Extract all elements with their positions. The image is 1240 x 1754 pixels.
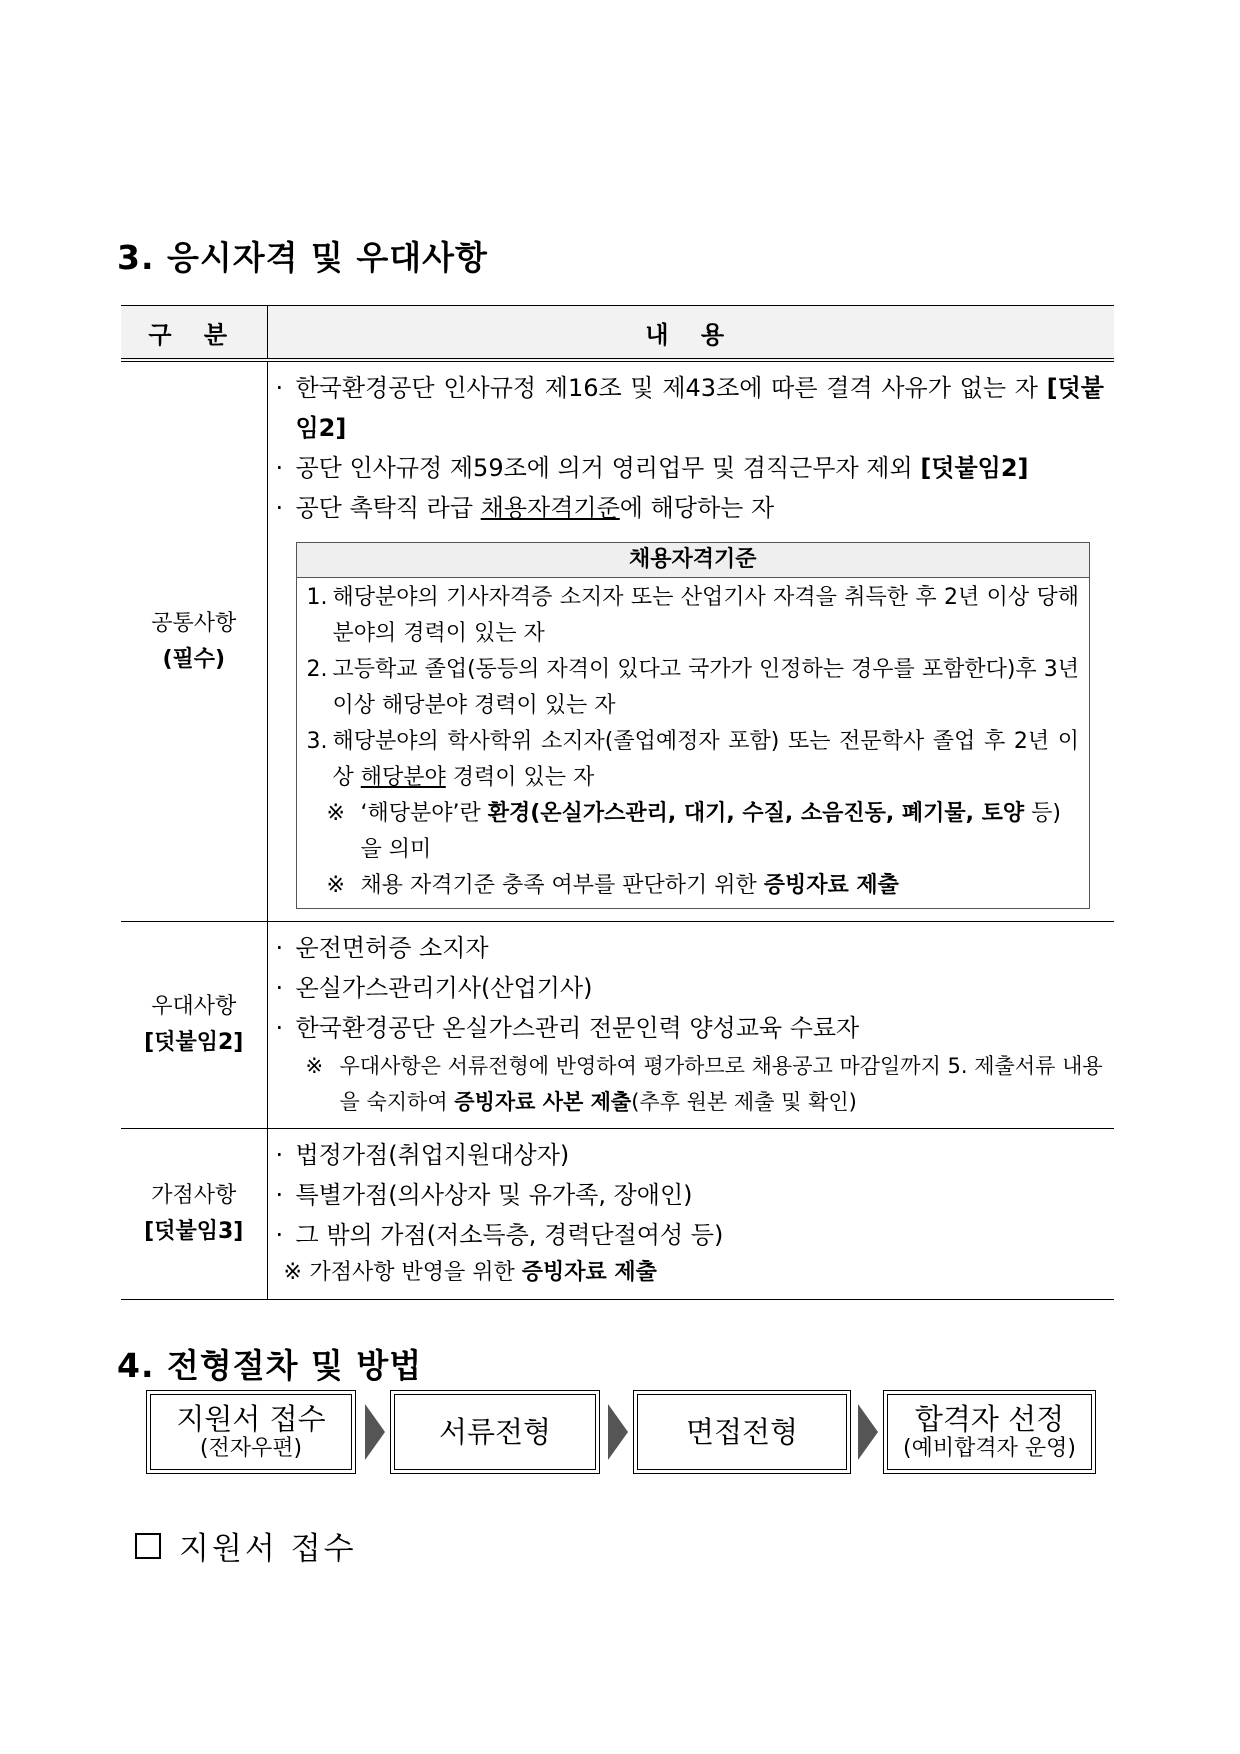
category-cell xyxy=(121,1129,267,1300)
list-item xyxy=(276,368,1105,448)
table-row-preference xyxy=(121,922,1114,1129)
item-text: 공단 인사규정 제59조에 의거 영리업무 및 겸직근무자 제외 xyxy=(295,454,921,482)
list-item xyxy=(276,1175,1105,1215)
bullet-dot: · xyxy=(275,1221,284,1249)
subheading-application xyxy=(135,1523,357,1568)
subheading-text: 지원서 접수 xyxy=(179,1531,357,1567)
step-document-screening xyxy=(390,1390,600,1474)
step-application xyxy=(146,1390,356,1474)
list-item xyxy=(276,1215,1105,1255)
bullet-dot: · xyxy=(275,374,284,402)
item-text: 한국환경공단 인사규정 제16조 및 제43조에 따른 결격 사유가 없는 자 xyxy=(295,374,1047,402)
note-text: 가점사항 반영을 위한 xyxy=(309,1260,522,1285)
bullet-dot: · xyxy=(275,454,284,482)
content-cell xyxy=(267,360,1114,922)
bullet-dot: · xyxy=(275,494,284,522)
process-flow xyxy=(146,1390,1096,1478)
chevron-right-icon xyxy=(608,1404,628,1460)
step-label: 면접전형 xyxy=(685,1415,799,1449)
criteria-title: 채용자격기준 xyxy=(297,543,1090,578)
criteria-text: 경력이 있는 자 xyxy=(445,765,595,790)
bullet-dot: · xyxy=(275,1141,284,1169)
header-category: 구 분 xyxy=(121,306,267,361)
item-text: 특별가점(의사상자 및 유가족, 장애인) xyxy=(295,1181,693,1209)
chevron-right-icon xyxy=(858,1404,878,1460)
category-label: 우대사항 xyxy=(151,994,237,1019)
note-text: 우대사항은 서류전형에 반영하여 평가하므로 채용공고 마감일까지 5. 제출서류 내용을 숙지하여 xyxy=(339,1054,1103,1114)
list-item xyxy=(276,968,1105,1008)
step-final-selection xyxy=(883,1390,1096,1474)
step-label: 지원서 접수 xyxy=(176,1402,326,1436)
qualification-table xyxy=(121,305,1114,1300)
note-mark: ※ xyxy=(326,801,345,826)
bullet-dot: · xyxy=(275,1014,284,1042)
section-3-title: 3. 응시자격 및 우대사항 xyxy=(117,238,488,277)
list-item xyxy=(276,928,1105,968)
criteria-item xyxy=(307,652,1080,724)
note-mark: ※ xyxy=(283,1260,302,1285)
criteria-number: 1. xyxy=(306,585,328,610)
criteria-item xyxy=(307,580,1080,652)
category-sub-label: (필수) xyxy=(162,646,226,672)
criteria-text: 해당분야의 학사학위 소지자(졸업예정자 포함) 또는 전문학사 졸업 후 2년 이상 xyxy=(332,729,1079,790)
step-label: 서류전형 xyxy=(438,1415,552,1449)
note-bold-text: 환경(온실가스관리, 대기, 수질, 소음진동, 폐기물, 토양 xyxy=(487,801,1025,826)
note-mark: ※ xyxy=(305,1054,324,1078)
item-text: 공단 촉탁직 라급 xyxy=(295,494,481,522)
list-item xyxy=(276,488,1105,528)
list-item xyxy=(276,448,1105,488)
note-mark: ※ xyxy=(326,873,345,898)
note-text: 채용 자격기준 충족 여부를 판단하기 위한 xyxy=(360,873,764,898)
step-sublabel: (예비합격자 운영) xyxy=(903,1436,1076,1461)
criteria-item xyxy=(307,724,1080,796)
underlined-term: 채용자격기준 xyxy=(480,494,620,522)
category-cell xyxy=(121,360,267,922)
list-item xyxy=(276,1008,1105,1048)
checkbox-square-icon xyxy=(135,1533,161,1559)
category-label: 공통사항 xyxy=(151,610,237,636)
item-text: 한국환경공단 온실가스관리 전문인력 양성교육 수료자 xyxy=(295,1014,860,1042)
criteria-box xyxy=(296,542,1091,909)
criteria-note xyxy=(307,868,1080,904)
note-bold-text: 증빙자료 제출 xyxy=(521,1260,657,1285)
item-text: 운전면허증 소지자 xyxy=(295,934,489,962)
item-text: 법정가점(취업지원대상자) xyxy=(295,1141,570,1169)
chevron-right-icon xyxy=(365,1404,385,1460)
preference-note xyxy=(276,1048,1105,1120)
criteria-number: 2. xyxy=(306,657,328,682)
criteria-number: 3. xyxy=(306,729,328,754)
content-cell xyxy=(267,922,1114,1129)
table-row-common xyxy=(121,360,1114,922)
criteria-note xyxy=(307,796,1080,868)
note-text: (추후 원본 제출 및 확인) xyxy=(631,1090,857,1114)
list-item xyxy=(276,1135,1105,1175)
category-sub-label: [덧붙임2] xyxy=(144,1030,244,1055)
category-label: 가점사항 xyxy=(151,1183,237,1208)
note-bold-text: 증빙자료 제출 xyxy=(763,873,899,898)
note-text: ‘해당분야’란 xyxy=(360,801,488,826)
header-content: 내 용 xyxy=(267,306,1114,361)
criteria-text: 고등학교 졸업(동등의 자격이 있다고 국가가 인정하는 경우를 포함한다)후 3년 이상 해당분야 경력이 있는 자 xyxy=(332,657,1079,718)
section-4-title: 4. 전형절차 및 방법 xyxy=(117,1346,423,1385)
attachment-ref: [덧붙임2] xyxy=(920,454,1029,482)
bonus-note xyxy=(276,1255,1105,1291)
attachment-ref: [덧붙임2] xyxy=(295,374,1104,442)
category-cell xyxy=(121,922,267,1129)
bullet-dot: · xyxy=(275,974,284,1002)
bullet-dot: · xyxy=(275,1181,284,1209)
underlined-term: 해당분야 xyxy=(360,765,446,790)
item-text: 그 밖의 가점(저소득층, 경력단절여성 등) xyxy=(295,1221,724,1249)
table-header-row xyxy=(121,306,1114,361)
step-interview xyxy=(633,1390,851,1474)
item-text: 온실가스관리기사(산업기사) xyxy=(295,974,593,1002)
bullet-dot: · xyxy=(275,934,284,962)
criteria-text: 해당분야의 기사자격증 소지자 또는 산업기사 자격을 취득한 후 2년 이상 당해분야의 경력이 있는 자 xyxy=(332,585,1079,646)
note-bold-text: 증빙자료 사본 제출 xyxy=(454,1090,632,1114)
note-text: 등)을 의미 xyxy=(360,801,1062,862)
content-cell xyxy=(267,1129,1114,1300)
step-sublabel: (전자우편) xyxy=(199,1436,303,1461)
table-row-bonus xyxy=(121,1129,1114,1300)
category-sub-label: [덧붙임3] xyxy=(144,1219,244,1244)
step-label: 합격자 선정 xyxy=(914,1402,1065,1436)
item-text: 에 해당하는 자 xyxy=(619,494,775,522)
